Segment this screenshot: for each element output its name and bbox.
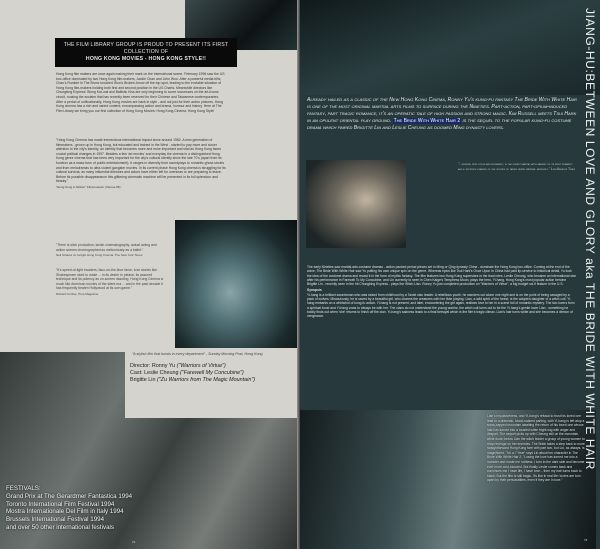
festival-line: Grand Prix at The Gerardmer Fantastica 1994 (6, 492, 133, 500)
press-quote-nyt-source: Neil Strauss on tonight Hong Kong Cinema, The New York Times (56, 253, 143, 258)
right-intro-paragraph: Already hailed as a classic of the New Hong Kong Cinema, Ronny Yu's kung-fu fantasy The Bride With White Hair is one of the most original martial arts films to surface during the Nineties. Part-action, part-opium-induced fantasy, part tragic romance, it's an operatic tale of high passion and strong magic. Kim Russell meets Tsui Hark in an opulent oriental play ground. The Bride With White Hair 2 is the sequel to the popular kung-fu costume drama which paired Brigitte Lin and Leslie Cheung as doomed Ming dynasty lovers. (307, 97, 577, 131)
festival-line: and over 50 other international festivals (6, 523, 115, 531)
cast-credit-2: Brigitte Lin ("Zu Warriors from The Magic Mountain") (130, 377, 256, 383)
director-credit: Director: Ronny Yu ("Warriors of Virtue") (130, 363, 226, 369)
festival-line: Brussels International Festival 1994 (6, 516, 105, 524)
banner-line-2: HONG KONG MOVIES - HONG KONG STYLE!! (85, 56, 207, 62)
film-review-quote: "A stylish film that bursts in every department" - Sunday Morning Post, Hong Kong (132, 352, 263, 356)
bride-portrait-photo (306, 160, 406, 248)
festival-line: Mostra Internationale Del Film in Italy 1994 (6, 508, 124, 516)
vertical-film-title (582, 8, 598, 528)
cast-credit: Cast: Leslie Cheung ("Farewell My Concubine") (130, 370, 244, 376)
sequel-description: Lian's impulsiveness, and Yi-hang's refusal to trust his loved one lead to a dramatic, blood-soaked parting, with Yi-hang is left atop a snow-capped mountain awaiting the return of his loved one whose hair has turned into a tousled white fright-wig with anger and despair. The sequel picks up with Cheung still on the mountain, while down below Lian the witch leader a group of young women to reap revenge on her enemies. The Bride takes a step back to more straightforward Hong Kong fare with part two, but Lin, as always, is magnificent. "I'm a 7 Year" says Lin about her character in The Bride With White Hair 2. "Losing the love has turned me into a monster and made me ruthless. I turn to the dark side and become ever more cold-blooded. But finally Leslie comes back and convinces me I have life, I have love... then my hair turns back to black. But the film is still tragic. It's like in real life: lovers are torn apart by their personalities, even if they are in love." (487, 414, 585, 483)
film-credits (130, 363, 255, 384)
sequel-title-highlight: The Bride With White Hair 2 (393, 118, 461, 124)
festival-line: Toronto International Film Festival 1994 (6, 500, 115, 508)
banner-line-1: THE FILM LIBRARY GROUP IS PROUD TO PRESENT ITS FIRST COLLECTION OF (63, 42, 229, 55)
press-quote-time-text: "It's speed-of-light invaders, faux-on-the-floor farce, love stories like Shakespeare used to make ... in its desire to please, its assured technique and its potency as on-screen dazzling, Hong Kong Cinema is much like American movies of the silent era ... and in the past decade it has frequently beaten Hollywood at its own game." (56, 268, 164, 291)
page-number-right: 73 (584, 538, 588, 542)
middle-film-still-photo (175, 220, 298, 352)
film-title: The Bride With White Hair (514, 97, 577, 103)
hong-kong-cinema-paragraph (56, 138, 226, 190)
synopsis-text: Yi-hang is a brilliant swordsman who was raised from childhood by a Taoist clan leader. A rebellious youth, he wanders out alone one night and is on the point of being savaged by a pack of wolves. Miraculously, he is saved by a beautiful girl, who charms the creatures with her flute playing. Lian, a wild spirit of the forest, is the adopted daughter of a witch cult. Yi-hang embarks on a whirlwind of kung-fu action. Yi-hang is not present, and later, encountering the girl again, realises love to her in a scene full of romantic mystery. The two lovers form a spiritual bond and Yi-hang vows to always be with her. The clans do not understand the young warrior, the witch cult turns out to be the Yi-hang's gentle lover Lian - something he boldly finds out when 'she' returns to finish off the clan. Yi-hang's sadness leads to a final betrayal which is the film's tragic climax. Lian's hair turns white and she becomes a demon of vengeance. (307, 292, 575, 319)
intro-paragraph: Hong Kong film makers are once again making their mark on the international scene. February 1996 saw the US box-office dominated by two Hong Kong film-makers, Jackie Chan and John Woo. After a powerful media blitz, Chan's Rumble In The Bronx knocked Woo's Broken Arrow off the top spot, leading to the enviable situation of Hong Kong film-makers holding both first and second position in the US Charts. Meanwhile directors like Chungking Express' Wong Kar-wai and Ballistic Kiss are only beginning to score successes on the art-house circuit, rousing the acclaim that has recently been reserved for their Chinese and Taiwanese contemporaries. After a period of unificationally, Hong Kong movies are back in style - and not just for their action pictures. Hong Kong cinema has a rich and varied content, encompassing action and drama, humour and history. Here at The Film Library we bring you our first collection of Hong Kong Movies: Hong Kong Cinema, Hong Kong Style! (56, 72, 225, 113)
collection-banner (55, 38, 237, 67)
press-quote-time (56, 268, 164, 297)
hong-kong-cinema-text: "Hong Kong Cinema has made tremendous international impact since around 1982. A new generation of filmmakers - grown up in Hong Kong, but educated and trained in the West - started to pay more and closer attention to the city's identity, an identity that becomes more and more important and vital as Hong Kong faces crucial political changes in 1997. Besides a few 'art movies' and everyday the cinema in a distinguished Hong Kong genre cinema that has been very important for the city's cultural identity since the late 70's (apart from its function as a mass form of public entertainment). It ranges in diversity from swordplays to romantic ghost-stories and from melodramas to ultra-violent gangster movies. In its current phase Hong Kong cinema is struggling for its cultural survival, as many influential directors and actors have either left for overseas or are preparing to leave. Before its possible disappearance this glittering cinematic machine will be presented in its full splendour and beauty." (56, 138, 226, 184)
press-quote-time-source: Richard Corliss, Time Magazine (56, 291, 99, 296)
hong-kong-cinema-source: "Hong Kong in Motion" Filmmuseum (Vienna 95) (56, 184, 121, 189)
press-quote-nyt (56, 243, 164, 258)
page-number-left: 72 (132, 540, 136, 544)
festival-line: FESTIVALS: (6, 485, 41, 492)
article-body-text: The early Nineties saw martial-arts costume dramas - action packed period pieces set in Ming or Qing dynasty China - dominate the Hong Kong box-office. Coming at the end of the wave, The Bride With White Hair saw Yu putting his own unique spin on the genre. Whereas epics like Tsui Hark's Once Upon In China had paid lip-service to historical detail, Yu took the idea of the costume drama and recast it in the form of mythic fantasy. The film features two Hong Kong superstars in the lead roles. Leslie Cheung, who became an international star after his performance in Farewell To My Concubine, and Lin currently to seen in Chen Kaige's Temptress Moon, plays the hero, Yi-hang. Hong Kong's most popular action heroine Brigitte Lin - recently seen in the hit Chungking Express - plays the Witch Lian. Ronny Yu just completed production on "Warriors of Virtue", a big budget sci-fi feature in the U.S. (307, 265, 576, 287)
la-times-quote: "...superb, with color and movement, is the purest martial arts fantasy of its most romantic and a textbook example of the virtues of taking genre material seriously." Los Angeles Times (458, 162, 575, 171)
article-body (307, 265, 577, 319)
synopsis-heading: Synopsis (307, 288, 322, 293)
vertical-film-title-text: JIANG-HU:BETWEEN LOVE AND GLORY aka THE BRIDE WITH WHITE HAIR (583, 8, 597, 471)
press-quote-nyt-text: "There is slick production, lavish cinematography, actual acting and action scenes choreographed as meticulously as a ballet." (56, 243, 157, 252)
right-top-film-still-photo (300, 0, 600, 95)
festivals-list (6, 485, 132, 532)
